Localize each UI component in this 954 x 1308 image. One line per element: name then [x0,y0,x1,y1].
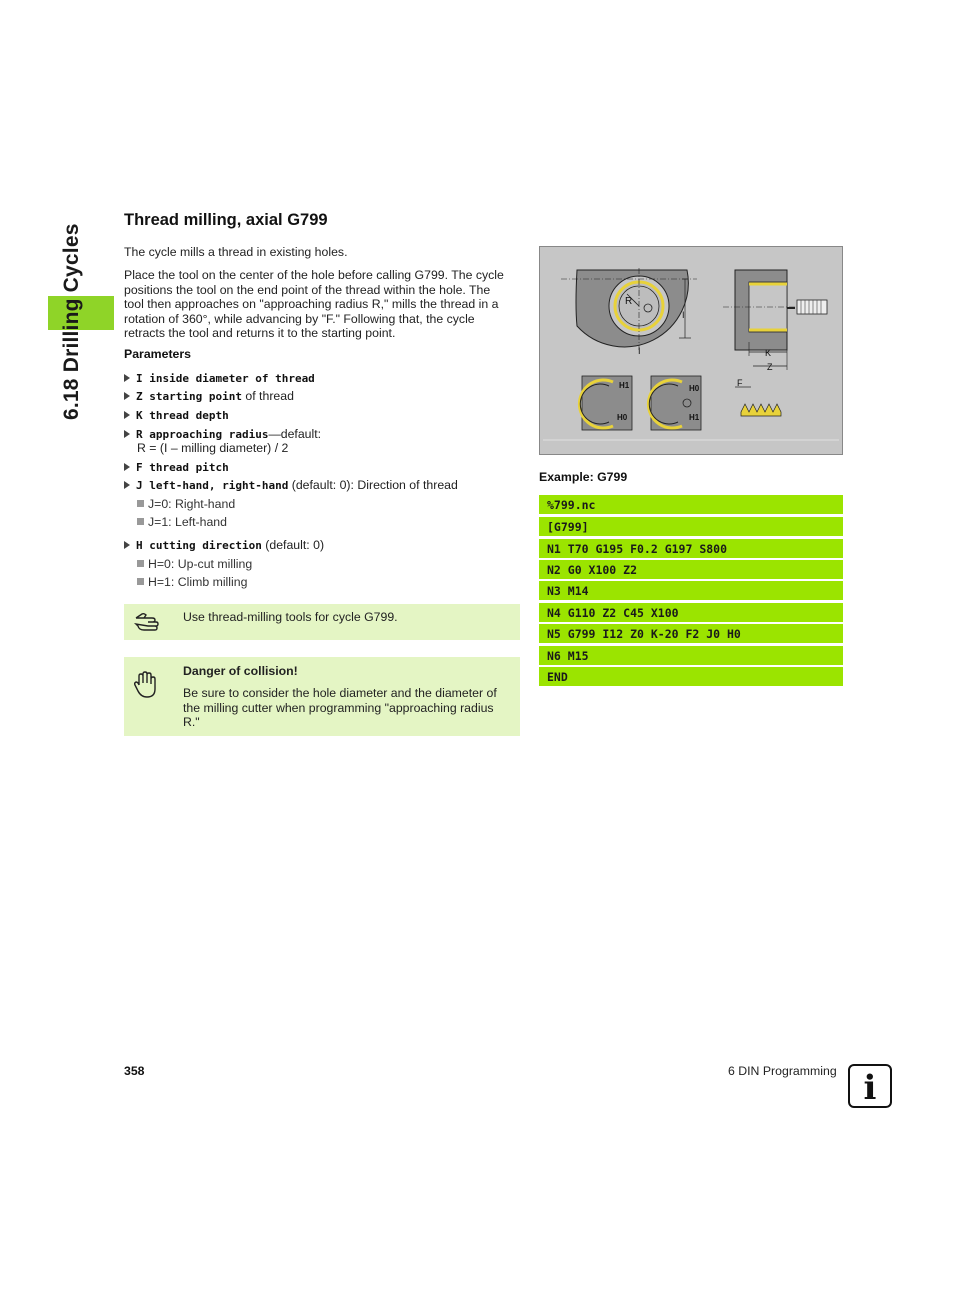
svg-text:I: I [638,346,641,356]
bullet-triangle-icon [124,392,130,400]
code-line: N4 G110 Z2 C45 X100 [539,603,843,622]
code-line: N6 M15 [539,646,843,665]
bullet-square-icon [137,518,144,525]
intro-text: The cycle mills a thread in existing holes. [124,245,348,259]
parameter-code: H cutting direction [136,539,262,552]
parameter-code: F thread pitch [136,461,229,474]
info-icon [848,1064,892,1108]
svg-text:H0: H0 [617,413,628,422]
hole-top-view [561,268,697,356]
chapter-side-title: 6.18 Drilling Cycles [60,223,83,420]
danger-text [183,686,511,730]
footer-chapter: 6 DIN Programming [728,1064,837,1078]
parameter-text: (default: 0): Direction of thread [288,478,458,492]
svg-text:F: F [737,378,743,388]
bullet-square-icon [137,578,144,585]
parameter-k [124,408,229,424]
parameter-r-default: R = (I – milling diameter) / 2 [137,441,289,455]
svg-text:H1: H1 [619,381,630,390]
parameter-code: Z starting point [136,390,242,403]
parameter-text: (default: 0) [261,538,325,552]
code-line: N3 M14 [539,581,843,600]
code-line: [G799] [539,517,843,536]
example-label: Example: G799 [539,470,628,484]
svg-text:K: K [765,348,772,358]
option-item: J=1: Left-hand [137,515,227,530]
bullet-triangle-icon [124,430,130,438]
description-line: Place the tool on the center of the hole before calling G799. The cycle [124,268,504,282]
cutting-direction-detail-2 [648,376,701,430]
pointing-hand-icon [134,609,166,639]
parameter-j [124,478,458,494]
parameters-heading: Parameters [124,347,191,361]
thread-milling-diagram [539,246,843,455]
svg-text:R: R [625,296,633,307]
parameter-f [124,460,229,476]
option-item: H=0: Up-cut milling [137,557,252,572]
svg-text:Z: Z [767,362,773,372]
danger-line: Be sure to consider the hole diameter and the diameter of [183,686,497,700]
tip-note [124,604,520,640]
danger-title: Danger of collision! [183,664,298,678]
code-line: N5 G799 I12 Z0 K-20 F2 J0 H0 [539,624,843,643]
bullet-triangle-icon [124,463,130,471]
parameter-code: I inside diameter of thread [136,372,315,385]
danger-line: the milling cutter when programming "approaching radius [183,700,494,715]
bullet-triangle-icon [124,481,130,489]
description-line: tool then approaches on "approaching radius R," mills the thread in a [124,297,499,311]
parameter-code: R approaching radius [136,428,269,441]
hole-side-view [723,270,827,372]
parameter-code: K thread depth [136,409,229,422]
description-line: retracts the tool and returns it to the starting point. [124,326,396,340]
bullet-triangle-icon [124,411,130,419]
page-number: 358 [124,1064,145,1078]
tip-text: Use thread-milling tools for cycle G799. [183,610,398,624]
cutting-direction-detail-1 [579,376,632,430]
parameter-i [124,371,315,387]
bullet-triangle-icon [124,374,130,382]
section-title: Thread milling, axial G799 [124,211,328,229]
parameter-h [124,538,324,554]
option-item: J=0: Right-hand [137,497,235,512]
parameter-code: J left-hand, right-hand [136,479,289,492]
description-line: positions the tool on the end point of the thread within the hole. The [124,282,491,297]
svg-text:I: I [682,310,685,320]
option-item: H=1: Climb milling [137,575,247,590]
parameter-z [124,389,294,405]
danger-note [124,657,520,736]
parameter-text: —default: [268,427,322,441]
stop-hand-icon [134,671,156,705]
danger-line: R." [183,715,200,729]
description-text [124,268,519,341]
code-line: %799.nc [539,495,843,514]
code-line: END [539,667,843,686]
code-line: N2 G0 X100 Z2 [539,560,843,579]
bullet-square-icon [137,560,144,567]
bullet-square-icon [137,500,144,507]
parameter-text: of thread [241,389,294,403]
code-line: N1 T70 G195 F0.2 G197 S800 [539,539,843,558]
bullet-triangle-icon [124,541,130,549]
svg-text:H1: H1 [689,413,700,422]
thread-pitch-detail [735,378,781,416]
description-line: rotation of 360°, while advancing by "F." Following that, the cycle [124,311,475,326]
svg-text:i: i [863,1068,877,1106]
svg-text:H0: H0 [689,384,700,393]
